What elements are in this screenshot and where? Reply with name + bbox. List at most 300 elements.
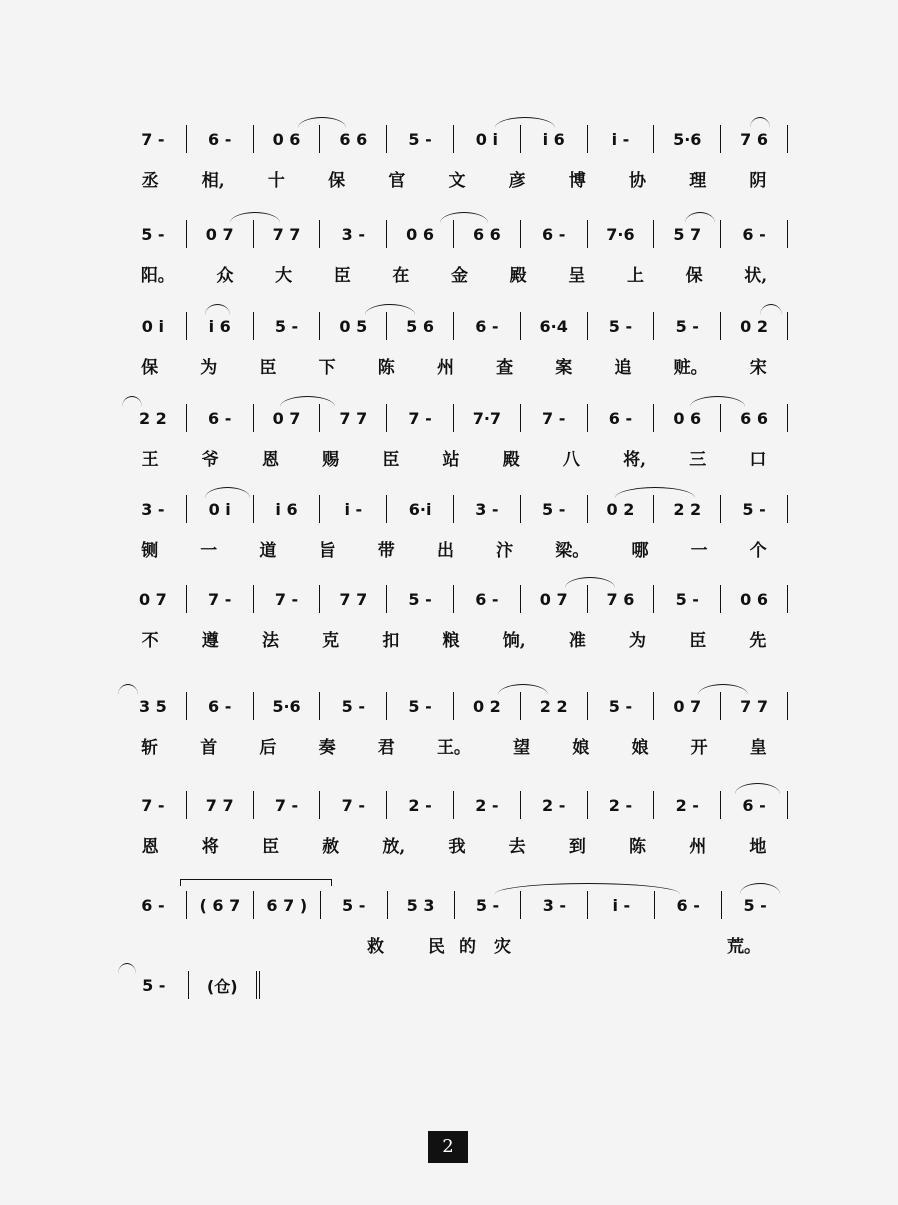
measure <box>588 220 655 248</box>
slur-mark <box>205 487 250 498</box>
slur-mark <box>280 396 335 407</box>
measure <box>454 692 521 720</box>
measure <box>254 791 321 819</box>
measure <box>654 585 721 613</box>
measure <box>521 125 588 153</box>
measure <box>254 495 321 523</box>
note-group: 6 - <box>742 795 766 815</box>
lyric-char: 奏 <box>318 737 336 758</box>
slur-mark <box>180 879 332 886</box>
lyric-char: 准 <box>568 630 586 651</box>
lyric-char: 首 <box>200 737 218 758</box>
lyric-char: 呈 <box>568 265 586 286</box>
note-group: 7 7 <box>339 589 368 609</box>
measure <box>721 220 788 248</box>
note-group: (仓) <box>206 976 238 996</box>
lyric-char: 一 <box>690 540 708 561</box>
lyric-char: 王 <box>141 449 159 470</box>
lyric-char: 为 <box>629 630 647 651</box>
notation-line <box>120 220 788 248</box>
note-group: 5 - <box>408 589 432 609</box>
lyrics-line <box>120 732 788 758</box>
note-group: 2 - <box>675 795 699 815</box>
lyric-char: 十 <box>267 170 285 191</box>
lyric-char: 地 <box>749 836 767 857</box>
note-group: 3 - <box>475 499 499 519</box>
slur-mark <box>698 684 748 695</box>
lyrics-line <box>120 260 788 286</box>
note-group: i - <box>611 129 630 149</box>
lyric-char: 协 <box>629 170 647 191</box>
measure <box>320 692 387 720</box>
measure <box>320 495 387 523</box>
measure <box>454 791 521 819</box>
lyric-char: 下 <box>318 357 336 378</box>
measure <box>721 495 788 523</box>
measure <box>387 692 454 720</box>
slur-mark <box>118 684 138 695</box>
note-group: 5 - <box>274 316 299 336</box>
note-group: 5 - <box>408 696 432 716</box>
note-group: 0 7 <box>138 589 167 609</box>
note-group: 7·7 <box>472 408 502 428</box>
lyric-char: 保 <box>685 265 703 286</box>
slur-mark <box>685 212 715 223</box>
note-group: 3 5 <box>138 696 167 716</box>
measure <box>120 220 187 248</box>
measure <box>722 891 788 919</box>
measure <box>187 692 254 720</box>
note-group: 6 - <box>208 408 232 428</box>
lyric-char: 彦 <box>508 170 526 191</box>
measure <box>387 585 454 613</box>
measure <box>654 404 721 432</box>
lyric-char: 一 <box>200 540 218 561</box>
note-group: 5 - <box>743 895 767 915</box>
lyric-char: 开 <box>690 737 708 758</box>
notation-line <box>120 791 788 819</box>
lyrics-line <box>120 931 788 957</box>
note-group: 7 7 <box>272 224 301 244</box>
lyric-char: 宋 <box>749 357 767 378</box>
measure <box>454 585 521 613</box>
lyric-char: 赦 <box>322 836 340 857</box>
lyric-char: 三 <box>689 449 707 470</box>
note-group: 7·6 <box>606 224 635 244</box>
lyric-char: 查 <box>496 357 514 378</box>
note-group: ( 6 7 <box>199 895 241 915</box>
measure <box>254 404 321 432</box>
slur-mark <box>230 212 280 223</box>
measure <box>320 585 387 613</box>
measure <box>387 495 454 523</box>
slur-mark <box>495 883 680 894</box>
measure <box>654 692 721 720</box>
measure <box>521 312 588 340</box>
measure <box>187 891 254 919</box>
lyric-char: 克 <box>322 630 340 651</box>
lyric-char: 我 <box>448 836 466 857</box>
note-group: 0 i <box>141 316 164 336</box>
lyric-char: 口 <box>749 449 767 470</box>
lyric-char: 个 <box>749 540 767 561</box>
lyric-char: 荒。 <box>727 936 761 957</box>
note-group: 5 7 <box>673 224 702 244</box>
slur-mark <box>690 396 745 407</box>
note-group: 7 - <box>208 589 232 609</box>
note-group: 5 - <box>142 975 166 995</box>
note-group: 2 2 <box>539 696 568 716</box>
note-group: 6 - <box>608 408 633 428</box>
lyric-char: 殿 <box>502 449 520 470</box>
note-group: 2 - <box>608 795 633 815</box>
note-group: 5 - <box>608 316 633 336</box>
note-group: 0 2 <box>606 499 635 519</box>
measure <box>120 891 187 919</box>
measure <box>120 585 187 613</box>
note-group: 6 - <box>542 224 566 244</box>
note-group: 0 6 <box>272 129 301 149</box>
note-group: 5·6 <box>272 696 301 716</box>
lyric-char: 去 <box>508 836 526 857</box>
note-group: 7 6 <box>740 129 768 149</box>
lyric-char: 在 <box>392 265 410 286</box>
measure <box>187 495 254 523</box>
measure <box>588 495 655 523</box>
note-group: 6 - <box>141 895 165 915</box>
slur-mark <box>495 117 555 128</box>
measure <box>387 220 454 248</box>
measure <box>455 891 522 919</box>
slur-mark <box>205 304 230 315</box>
lyric-char: 丞 <box>141 170 159 191</box>
note-group: 6·4 <box>539 316 568 336</box>
lyric-char: 恩 <box>261 449 279 470</box>
note-group: 7 7 <box>740 696 768 716</box>
slur-mark <box>440 212 488 223</box>
note-group: 7 - <box>141 129 165 149</box>
staff-row <box>120 891 788 961</box>
lyric-char: 阳。 <box>140 265 175 286</box>
note-group: 2 2 <box>673 499 702 519</box>
lyric-char: 救 <box>367 936 384 957</box>
lyric-char: 臣 <box>333 265 351 286</box>
lyric-char: 州 <box>436 357 454 378</box>
slur-mark <box>565 577 615 588</box>
note-group: 5 - <box>675 316 699 336</box>
notation-line <box>120 971 260 999</box>
notation-line <box>120 585 788 613</box>
measure <box>588 891 655 919</box>
measure <box>187 312 254 340</box>
note-group: i - <box>612 895 631 915</box>
staff-row <box>120 312 788 382</box>
lyrics-line <box>120 831 788 857</box>
lyric-char: 州 <box>689 836 707 857</box>
measure <box>320 791 387 819</box>
lyric-char: 道 <box>259 540 277 561</box>
measure <box>387 404 454 432</box>
note-group: i - <box>344 499 363 519</box>
measure <box>254 891 321 919</box>
lyric-char: 斩 <box>141 737 159 758</box>
measure <box>654 312 721 340</box>
note-group: 7 - <box>141 795 165 815</box>
note-group: 0 2 <box>472 696 501 716</box>
staff-row <box>120 220 788 290</box>
staff-row <box>120 125 788 195</box>
lyric-char: 保 <box>328 170 346 191</box>
measure <box>120 692 187 720</box>
measure <box>320 125 387 153</box>
note-group: 5 6 <box>406 316 434 336</box>
lyric-char: 到 <box>568 836 586 857</box>
measure <box>721 404 788 432</box>
measure <box>521 692 588 720</box>
measure <box>588 404 655 432</box>
note-group: 7 - <box>408 408 432 428</box>
measure <box>120 312 187 340</box>
lyric-char: 大 <box>275 265 293 286</box>
lyric-char: 饷, <box>502 630 526 651</box>
note-group: 2 - <box>408 795 432 815</box>
measure <box>120 971 189 999</box>
measure <box>721 125 788 153</box>
note-group: 7 - <box>274 589 299 609</box>
note-group: 0 6 <box>673 408 702 428</box>
measure <box>120 791 187 819</box>
measure <box>388 891 455 919</box>
measure <box>254 220 321 248</box>
note-group: 5 - <box>742 499 766 519</box>
measure <box>320 220 387 248</box>
note-group: 7 7 <box>339 408 368 428</box>
measure <box>588 125 655 153</box>
lyric-char: 先 <box>749 630 767 651</box>
slur-mark <box>740 883 780 894</box>
lyric-char: 案 <box>555 357 573 378</box>
measure <box>454 404 521 432</box>
lyric-char: 民 <box>428 936 445 957</box>
note-group: 5·6 <box>673 129 702 149</box>
note-group: 5 3 <box>406 895 435 915</box>
lyric-char: 赐 <box>322 449 340 470</box>
lyric-char: 博 <box>568 170 586 191</box>
measure <box>189 971 261 999</box>
note-group: 3 - <box>542 895 567 915</box>
note-group: 6 - <box>208 696 232 716</box>
measure <box>721 312 788 340</box>
note-group: 0 2 <box>740 316 768 336</box>
lyric-char: 铡 <box>141 540 159 561</box>
lyric-char: 遵 <box>201 630 219 651</box>
note-group: 0 6 <box>406 224 434 244</box>
lyric-char: 保 <box>141 357 159 378</box>
note-group: 5 - <box>475 895 500 915</box>
measure <box>187 585 254 613</box>
note-group: 6 - <box>676 895 700 915</box>
measure <box>521 404 588 432</box>
lyric-char: 皇 <box>749 737 767 758</box>
lyric-char: 相, <box>201 170 225 191</box>
slur-mark <box>118 963 136 974</box>
lyric-char: 梁。 <box>555 540 590 561</box>
staff-row <box>120 791 788 861</box>
measure <box>187 404 254 432</box>
lyric-char: 放, <box>382 836 406 857</box>
note-group: 6 - <box>742 224 766 244</box>
lyric-char: 理 <box>689 170 707 191</box>
note-group: 5 - <box>341 696 365 716</box>
lyric-char: 娘 <box>572 737 590 758</box>
lyric-char: 为 <box>200 357 218 378</box>
note-group: 0 i <box>208 499 231 519</box>
measure <box>588 312 655 340</box>
note-group: i 6 <box>542 129 565 149</box>
note-group: 0 7 <box>205 224 234 244</box>
lyrics-line <box>120 444 788 470</box>
note-group: i 6 <box>208 316 231 336</box>
lyric-char: 汴 <box>496 540 514 561</box>
note-group: 0 6 <box>740 589 768 609</box>
measure <box>187 791 254 819</box>
lyric-char: 上 <box>626 265 644 286</box>
notation-line <box>120 692 788 720</box>
lyric-char: 众 <box>216 265 234 286</box>
lyrics-line <box>120 625 788 651</box>
measure <box>454 220 521 248</box>
measure <box>588 692 655 720</box>
note-group: 5 - <box>675 589 699 609</box>
measure <box>254 692 321 720</box>
slur-mark <box>498 684 548 695</box>
lyric-char: 状, <box>744 265 768 286</box>
note-group: 5 - <box>141 224 165 244</box>
lyrics-line <box>120 535 788 561</box>
measure <box>387 791 454 819</box>
measure <box>454 312 521 340</box>
measure <box>655 891 722 919</box>
staff-row <box>120 971 260 1011</box>
note-group: 5 - <box>342 895 366 915</box>
measure <box>721 791 788 819</box>
note-group: 7 - <box>341 795 365 815</box>
note-group: 6 - <box>475 316 499 336</box>
slur-mark <box>750 117 770 128</box>
lyric-char: 臣 <box>261 836 279 857</box>
note-group: i 6 <box>275 499 298 519</box>
lyric-char: 官 <box>388 170 406 191</box>
lyric-char: 不 <box>141 630 159 651</box>
measure <box>654 791 721 819</box>
measure <box>120 404 187 432</box>
note-group: 2 2 <box>138 408 167 428</box>
measure <box>187 220 254 248</box>
page-number: 2 <box>428 1131 468 1163</box>
measure <box>320 404 387 432</box>
lyric-char: 文 <box>448 170 466 191</box>
lyrics-line <box>120 165 788 191</box>
lyric-char: 恩 <box>141 836 159 857</box>
lyric-char: 将 <box>201 836 219 857</box>
measure <box>521 495 588 523</box>
lyric-char: 臣 <box>259 357 277 378</box>
measure <box>721 585 788 613</box>
note-group: 0 i <box>475 129 498 149</box>
measure <box>120 125 187 153</box>
lyric-char: 臣 <box>689 630 707 651</box>
measure <box>588 791 655 819</box>
lyric-char: 八 <box>562 449 580 470</box>
note-group: 6 6 <box>472 224 501 244</box>
measure <box>521 891 588 919</box>
slur-mark <box>760 304 782 315</box>
note-group: 5 - <box>542 499 566 519</box>
lyric-char: 的 <box>459 936 476 957</box>
note-group: 6·i <box>408 499 432 519</box>
lyric-char: 陈 <box>377 357 395 378</box>
lyric-char: 爷 <box>201 449 219 470</box>
notation-line <box>120 125 788 153</box>
note-group: 2 - <box>475 795 499 815</box>
lyric-char: 臣 <box>382 449 400 470</box>
lyric-char: 金 <box>451 265 469 286</box>
measure <box>521 585 588 613</box>
measure <box>454 125 521 153</box>
slur-mark <box>122 396 142 407</box>
measure <box>454 495 521 523</box>
note-group: 6 - <box>475 589 499 609</box>
note-group: 3 - <box>341 224 365 244</box>
lyric-char: 追 <box>614 357 632 378</box>
note-group: 7 6 <box>606 589 635 609</box>
measure <box>387 312 454 340</box>
lyric-char: 王。 <box>436 737 471 758</box>
measure <box>654 495 721 523</box>
notation-line <box>120 891 788 919</box>
measure <box>721 692 788 720</box>
lyric-char: 灾 <box>494 936 511 957</box>
staff-row <box>120 692 788 762</box>
lyric-char: 后 <box>259 737 277 758</box>
measure <box>254 585 321 613</box>
slur-mark <box>615 487 695 498</box>
lyric-char: 出 <box>436 540 454 561</box>
notation-line <box>120 495 788 523</box>
lyric-char: 哪 <box>631 540 649 561</box>
lyric-char: 带 <box>377 540 395 561</box>
measure <box>254 125 321 153</box>
measure <box>320 312 387 340</box>
measure <box>588 585 655 613</box>
lyrics-line <box>120 352 788 378</box>
note-group: 5 - <box>408 129 432 149</box>
measure <box>254 312 321 340</box>
measure <box>387 125 454 153</box>
lyric-char: 站 <box>442 449 460 470</box>
measure <box>321 891 388 919</box>
note-group: 7 - <box>542 408 566 428</box>
slur-mark <box>365 304 415 315</box>
note-group: 7 7 <box>205 795 234 815</box>
note-group: 0 7 <box>539 589 568 609</box>
note-group: 3 - <box>141 499 165 519</box>
measure <box>654 220 721 248</box>
note-group: 0 5 <box>339 316 368 336</box>
staff-row <box>120 495 788 565</box>
staff-row <box>120 404 788 474</box>
note-group: 2 - <box>542 795 566 815</box>
